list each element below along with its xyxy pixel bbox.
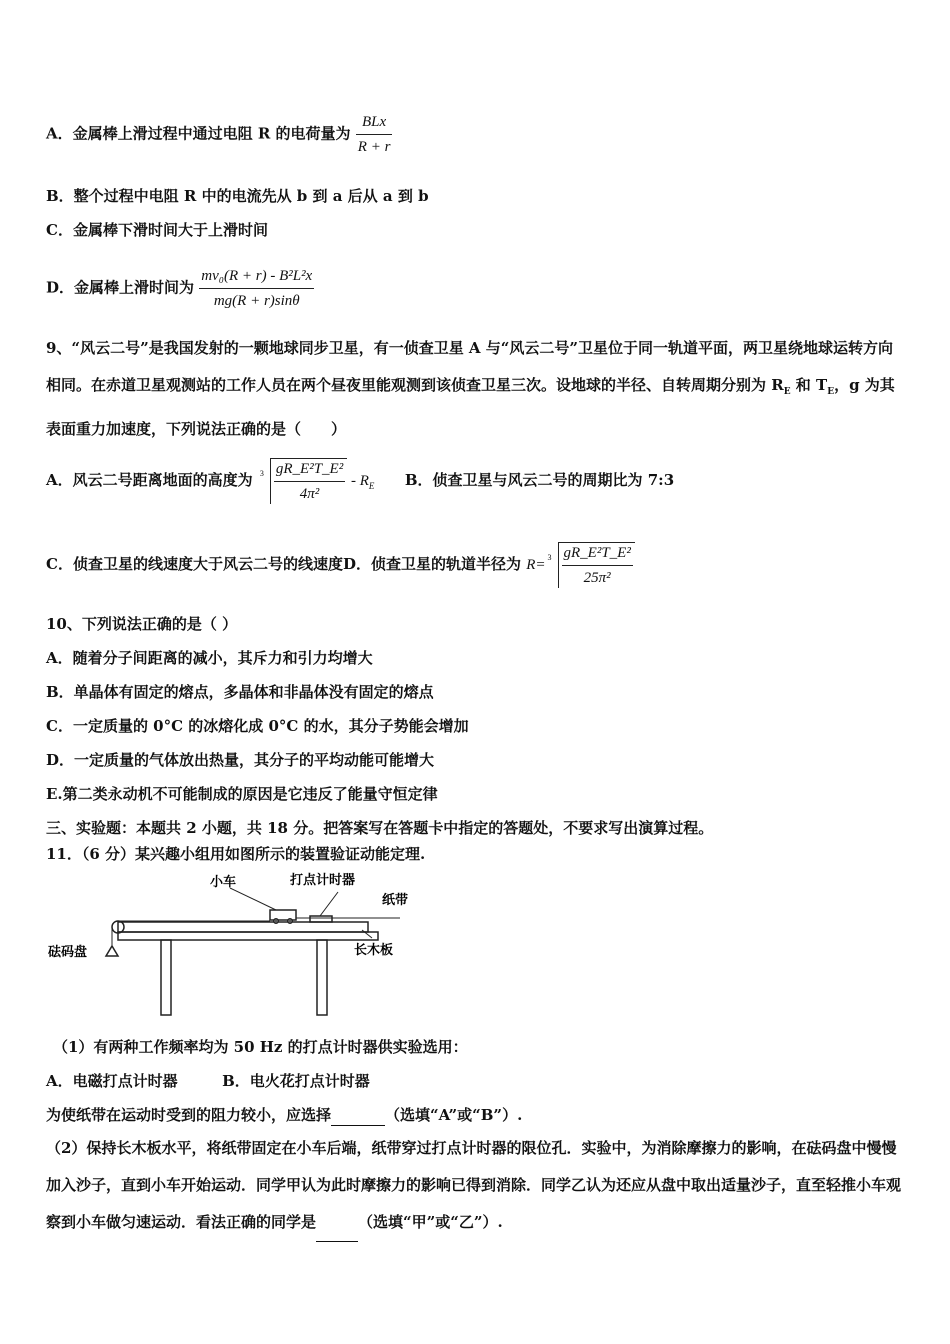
q11-part1-fill [46, 1105, 522, 1126]
q9-option-d-r: R= [526, 557, 546, 573]
fraction-denominator: 4π² [299, 486, 320, 502]
q9-option-d-fraction [562, 543, 633, 588]
fraction-numerator: BLx [356, 112, 393, 135]
q9-options-cd [46, 542, 635, 588]
figure-label-cart: 小车 [210, 875, 237, 890]
q9-option-a-cube-root [258, 458, 347, 504]
fraction-denominator: 25π² [583, 570, 611, 586]
q8-option-a-fraction [356, 112, 393, 157]
q11-part1: （1）有两种工作频率均为 50 Hz 的打点计时器供实验选用： [53, 1038, 468, 1056]
q8-option-d-text: D．金属棒上滑时间为 [46, 278, 195, 297]
fraction-denominator: R + r [357, 139, 391, 155]
q9-stem-mid: 和 T [790, 376, 828, 394]
q10-option-c: C．一定质量的 0°C 的冰熔化成 0°C 的水，其分子势能会增加 [46, 717, 469, 735]
q8-option-d-fraction [199, 266, 314, 311]
figure-label-tray: 砝码盘 [48, 945, 88, 960]
q8-option-b: B．整个过程中电阻 R 中的电流先从 b 到 a 后从 a 到 b [46, 187, 429, 205]
q10-option-b: B．单晶体有固定的熔点，多晶体和非晶体没有固定的熔点 [46, 683, 434, 701]
q11-stem: 11．（6 分）某兴趣小组用如图所示的装置验证动能定理. [46, 845, 426, 863]
q9-option-b: B．侦查卫星与风云二号的周期比为 7:3 [404, 471, 675, 489]
root-index: 3 [547, 553, 552, 562]
fraction-denominator: mg(R + r)sinθ [213, 293, 300, 309]
cart [270, 910, 296, 920]
q10-option-e: E.第二类永动机不可能制成的原因是它违反了能量守恒定律 [46, 785, 438, 803]
q11-part2-text: （2）保持长木板水平，将纸带固定在小车后端，纸带穿过打点计时器的限位孔．实验中，为消除摩擦力的影响，在砝码盘中慢慢加入沙子，直到小车开始运动．同学甲认为此时摩擦力的影响已得到消除．同学乙认为还应从盘中取出适量沙子，直至轻推小车观察到小车做匀速运动．看法正确的同学是 [46, 1139, 902, 1231]
spark-timer [310, 916, 332, 922]
q9-option-a-sub: E [368, 481, 375, 491]
section-3-heading: 三、实验题：本题共 2 小题，共 18 分。把答案写在答题卡中指定的答题处，不要求写出演算过程。 [46, 819, 714, 837]
weight-tray [106, 946, 118, 956]
q10-option-d: D．一定质量的气体放出热量，其分子的平均动能可能增大 [46, 751, 435, 769]
figure-label-board: 长木板 [354, 943, 394, 958]
fraction-numerator: gR_E²T_E² [274, 459, 345, 482]
figure-label-timer: 打点计时器 [290, 873, 356, 888]
answer-blank[interactable] [316, 1204, 358, 1242]
q11-part1-fill-pre: 为使纸带在运动时受到的阻力较小，应选择 [46, 1106, 332, 1124]
q9-options-ab [46, 458, 674, 504]
long-board [118, 922, 368, 932]
q8-option-d [46, 266, 314, 311]
q9-option-d-cube-root [546, 542, 635, 588]
q9-stem [46, 330, 908, 448]
q9-option-a-text: A．风云二号距离地面的高度为 [46, 471, 253, 489]
leader-line [230, 888, 276, 910]
q9-option-c: C．侦查卫星的线速度大于风云二号的线速度 [46, 555, 343, 573]
fraction-numerator: mv₀(R + r) - B²L²x [199, 266, 314, 289]
table-top [118, 932, 378, 940]
root-index: 3 [259, 469, 264, 478]
leader-line [320, 892, 338, 916]
figure-label-tape: 纸带 [382, 893, 409, 908]
table-leg-right [317, 940, 327, 1015]
table-leg-left [161, 940, 171, 1015]
q11-part2 [46, 1130, 908, 1242]
q11-options [46, 1071, 370, 1091]
q11-option-a: A．电磁打点计时器 [46, 1072, 178, 1090]
q11-option-b: B．电火花打点计时器 [222, 1072, 370, 1090]
q8-option-c: C．金属棒下滑时间大于上滑时间 [46, 221, 268, 239]
q9-option-a-minus: - R [347, 473, 369, 489]
q11-part1-fill-post: （选填“A”或“B”）. [385, 1106, 523, 1124]
q9-option-d-text: D．侦查卫星的轨道半径为 [342, 555, 521, 573]
q9-stem-sub: E [783, 387, 791, 397]
q9-stem-sub: E [827, 387, 835, 397]
q8-option-a [46, 112, 392, 157]
q10-stem: 10、下列说法正确的是（ ） [46, 615, 238, 633]
answer-blank[interactable] [331, 1105, 385, 1126]
q11-apparatus-figure [40, 870, 420, 1030]
q11-part2-post: （选填“甲”或“乙”）. [358, 1213, 503, 1231]
q9-stem-text: 9、“风云二号”是我国发射的一颗地球同步卫星，有一侦查卫星 A 与“风云二号”卫星位于同一轨道平面，两卫星绕地球运转方向相同。在赤道卫星观测站的工作人员在两个昼夜里能观测到该侦查卫星三次。设地球的半径、自转周期分别为 R [46, 339, 894, 394]
leader-line [362, 930, 372, 938]
q9-option-a-fraction [274, 459, 345, 504]
fraction-numerator: gR_E²T_E² [562, 543, 633, 566]
q10-option-a: A．随着分子间距离的减小，其斥力和引力均增大 [46, 649, 373, 667]
q9-stem-end: ，g 为其表面重力加速度，下列说法正确的是（ ） [46, 376, 895, 438]
q8-option-a-text: A．金属棒上滑过程中通过电阻 R 的电荷量为 [46, 124, 351, 143]
